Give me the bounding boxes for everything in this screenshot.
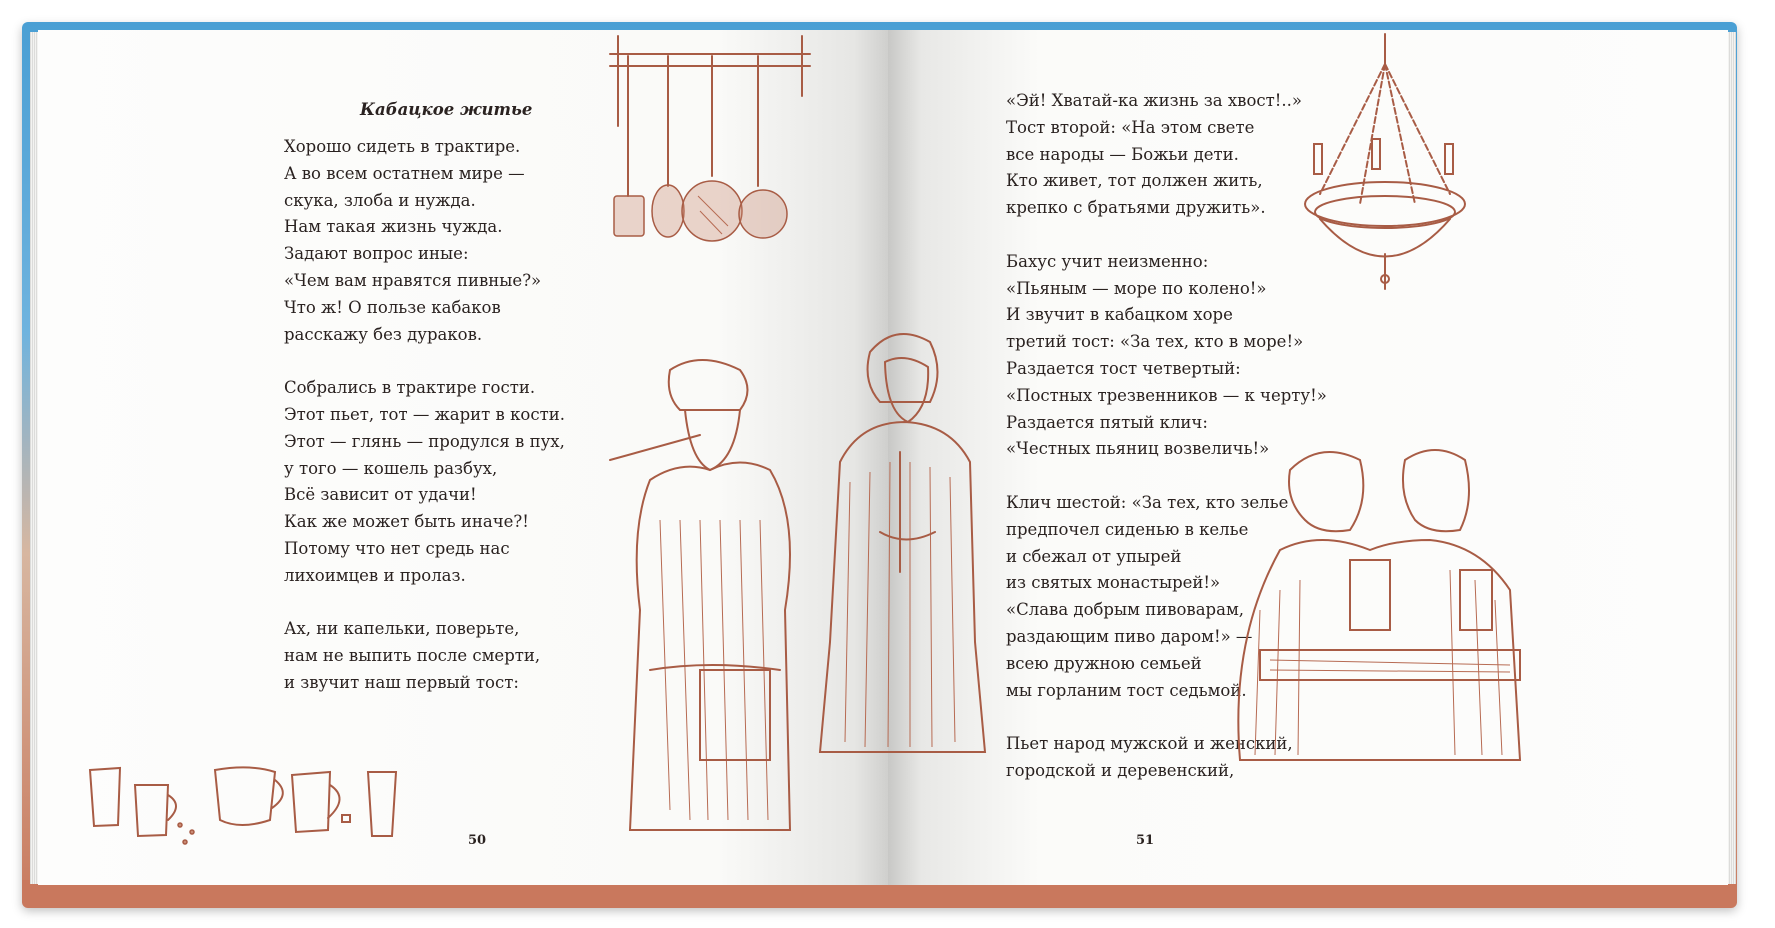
poem-line: всею дружною семьей <box>1006 653 1202 673</box>
poem-line: Хорошо сидеть в трактире. <box>284 137 521 156</box>
poem-line: мы горланим тост седьмой. <box>1006 680 1247 700</box>
poem-line: «Постных трезвенников — к черту!» <box>1006 385 1327 405</box>
hanging-utensils-illustration <box>600 36 830 236</box>
poem-line: Тост второй: «На этом свете <box>1006 117 1255 137</box>
poem-line: И звучит в кабацком хоре <box>1006 305 1233 325</box>
poem-line: из святых монастырей!» <box>1006 573 1221 593</box>
poem-line: Всё зависит от удачи! <box>284 485 477 505</box>
poem-line: Собрались в трактире гости. <box>284 378 536 398</box>
poem-line: Пьет народ мужской и женский, <box>1006 734 1293 754</box>
page-number-right: 51 <box>1136 833 1155 848</box>
poem-line: Кто живет, тот должен жить, <box>1006 171 1263 191</box>
poem-line: Клич шестой: «За тех, кто зелье <box>1006 492 1289 512</box>
page-edges-left <box>30 32 38 884</box>
poem-line: «Слава добрым пивоварам, <box>1006 600 1245 620</box>
mugs-illustration <box>80 750 480 850</box>
poem-line: крепко с братьями дружить». <box>1006 198 1266 218</box>
poem-line: Раздается тост четвертый: <box>1006 358 1241 378</box>
poem-line: предпочел сиденью в келье <box>1006 519 1249 539</box>
poem-line: городской и деревенский, <box>1006 760 1235 780</box>
woman-illustration <box>800 312 1000 812</box>
flute-player-illustration <box>590 350 820 850</box>
poem-line: Потому что нет средь нас <box>284 538 510 558</box>
poem-line: «Чем вам нравятся пивные?» <box>284 270 542 290</box>
poem-line: А во всем остатнем мире — <box>284 163 525 183</box>
poem-line: «Честных пьяниц возвеличь!» <box>1006 439 1270 459</box>
poem-line: Что ж! О пользе кабаков <box>284 297 501 317</box>
poem-line: скука, злоба и нужда. <box>284 190 476 210</box>
page-edges-right <box>1728 32 1736 884</box>
poem-line: «Эй! Хватай-ка жизнь за хвост!..» <box>1006 91 1302 110</box>
drinkers-illustration <box>1220 440 1530 770</box>
chandelier-illustration <box>1300 34 1480 294</box>
poem-line: Бахус учит неизменно: <box>1006 251 1209 271</box>
poem-line: у того — кошель разбух, <box>284 458 498 478</box>
poem-line: Ах, ни капельки, поверьте, <box>284 619 520 639</box>
poem-line: расскажу без дураков. <box>284 324 483 344</box>
poem-line: Нам такая жизнь чужда. <box>284 217 503 237</box>
poem-line: Задают вопрос иные: <box>284 244 469 264</box>
poem-line: и звучит наш первый тост: <box>284 672 519 692</box>
poem-line: «Пьяным — море по колено!» <box>1006 278 1267 298</box>
poem-line: третий тост: «За тех, кто в море!» <box>1006 332 1304 352</box>
poem-line: и сбежал от упырей <box>1006 546 1182 566</box>
poem-line: нам не выпить после смерти, <box>284 646 541 666</box>
left-poem <box>284 134 565 697</box>
page-number-left: 50 <box>468 833 487 848</box>
poem-title: Кабацкое житье <box>360 100 533 119</box>
poem-line: лихоимцев и пролаз. <box>284 565 466 585</box>
poem-line: Этот пьет, тот — жарит в кости. <box>284 404 565 424</box>
poem-line: раздающим пиво даром!» — <box>1006 626 1253 646</box>
poem-line: Раздается пятый клич: <box>1006 412 1208 432</box>
poem-line: все народы — Божьи дети. <box>1006 144 1239 164</box>
poem-line: Как же может быть иначе?! <box>284 512 529 532</box>
poem-line: Этот — глянь — продулся в пух, <box>284 431 565 451</box>
